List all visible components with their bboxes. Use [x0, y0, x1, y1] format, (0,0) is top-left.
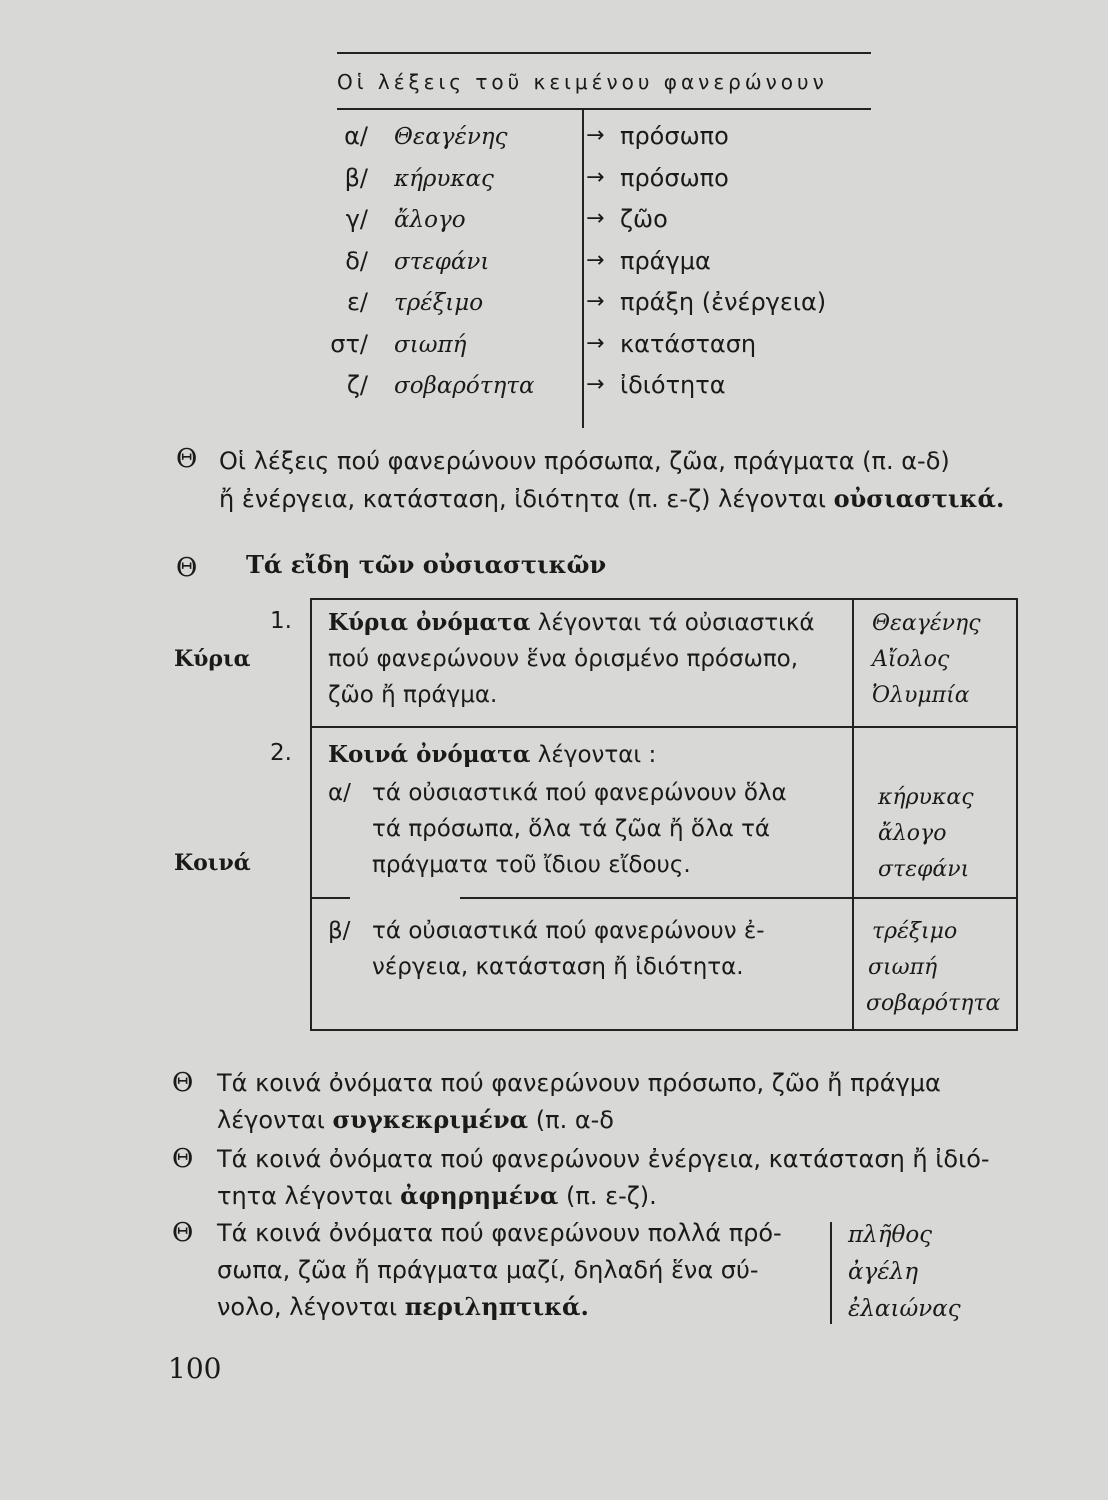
proper-line1-rest: λέγονται τά οὐσιαστικά: [537, 610, 815, 636]
theta-symbol-icon: Θ: [172, 1068, 194, 1098]
proper-example: Ὀλυμπία: [872, 683, 970, 708]
row-meaning: πράξη (ἐνέργεια): [620, 288, 827, 316]
row-meaning: ἰδιότητα: [620, 371, 726, 399]
abstract-pre: τητα λέγονται: [217, 1182, 393, 1210]
types-right-border: [1016, 598, 1018, 1031]
collective-example: ἀγέλη: [848, 1259, 918, 1285]
common-a-label: α/: [328, 780, 351, 806]
row-label: ζ/: [346, 371, 368, 399]
common-line1-rest: λέγονται :: [537, 742, 657, 768]
types-row-divider: [310, 726, 1018, 728]
collective-line3: [217, 1288, 589, 1326]
collective-term: περιληπτικά.: [404, 1292, 589, 1321]
table-divider: [582, 110, 584, 428]
proper-example: Θεαγένης: [872, 611, 981, 636]
row-meaning: πράγμα: [620, 246, 711, 275]
proper-side-label: Κύρια: [174, 646, 251, 672]
common-a-line1: τά οὐσιαστικά πού φανερώνουν ὅλα: [372, 780, 787, 806]
collective-example: ἐλαιώνας: [848, 1296, 961, 1322]
arrow-icon: →: [586, 123, 605, 148]
types-top-border: [310, 598, 1018, 600]
collective-line2: σωπα, ζῶα ἤ πράγματα μαζί, δηλαδή ἕνα σύ-: [217, 1256, 759, 1284]
types-column-divider: [852, 598, 854, 1031]
theta-symbol-icon: Θ: [176, 444, 198, 474]
row-label: δ/: [345, 246, 368, 275]
arrow-icon: →: [586, 372, 605, 397]
collective-example: πλῆθος: [848, 1222, 933, 1248]
common-b-line2: νέργεια, κατάσταση ἤ ἰδιότητα.: [372, 954, 744, 980]
proper-line3: ζῶο ἤ πράγμα.: [328, 682, 498, 708]
row-label: στ/: [330, 329, 368, 358]
table-header-rule: [337, 108, 871, 110]
common-b-example: τρέξιμο: [872, 919, 958, 944]
arrow-icon: →: [586, 289, 605, 314]
concrete-pre: λέγονται: [217, 1106, 325, 1134]
row-meaning: πρόσωπο: [620, 122, 729, 150]
row-word: σοβαρότητα: [394, 373, 535, 399]
abstract-line2: [217, 1177, 657, 1215]
proper-line2: πού φανερώνουν ἕνα ὁρισμένο πρόσωπο,: [328, 646, 799, 672]
row-word: σιωπή: [394, 331, 467, 358]
common-a-example: στεφάνι: [878, 857, 970, 882]
concrete-term: συγκεκριμένα: [332, 1105, 529, 1134]
common-line1: [328, 738, 656, 772]
common-a-line3: πράγματα τοῦ ἴδιου εἴδους.: [372, 852, 691, 878]
row-meaning: ζῶο: [620, 205, 668, 233]
row-word: Θεαγένης: [394, 124, 508, 150]
common-b-example: σιωπή: [868, 955, 938, 980]
row-word: τρέξιμο: [394, 290, 484, 316]
arrow-icon: →: [586, 164, 605, 190]
types-example-divider: [852, 897, 1018, 899]
row-word: κήρυκας: [394, 165, 494, 192]
collective-bracket: [830, 1222, 832, 1324]
row-label: β/: [344, 163, 368, 192]
proper-example: Αἴολος: [872, 647, 950, 672]
types-sub-divider: [460, 897, 852, 899]
theta-symbol-icon: Θ: [172, 1144, 194, 1174]
table-top-rule: [337, 52, 871, 54]
types-sub-divider-stub: [310, 897, 350, 899]
common-b-line1: τά οὐσιαστικά πού φανερώνουν ἐ-: [372, 918, 765, 944]
types-bottom-border: [310, 1029, 1018, 1031]
page-number: 100: [168, 1352, 222, 1385]
proper-number: 1.: [270, 608, 292, 634]
row-word: ἄλογο: [394, 207, 466, 233]
concrete-line1: Τά κοινά ὀνόματα πού φανερώνουν πρόσωπο, ζῶο ἤ πράγμα: [217, 1069, 941, 1097]
proper-line1: [328, 606, 815, 640]
abstract-term: ἀφηρημένα: [400, 1181, 559, 1210]
row-meaning: πρόσωπο: [620, 163, 729, 192]
theta-symbol-icon: Θ: [172, 1218, 194, 1248]
common-b-example: σοβαρότητα: [866, 991, 1001, 1016]
common-b-label: β/: [328, 918, 351, 944]
arrow-icon: →: [586, 330, 605, 356]
row-label: α/: [344, 122, 368, 150]
definition-plain: ἤ ἐνέργεια, κατάσταση, ἰδιότητα (π. ε-ζ) λέγονται: [219, 485, 826, 513]
arrow-icon: →: [586, 206, 605, 231]
row-meaning: κατάσταση: [620, 329, 757, 358]
proper-term: Κύρια ὀνόματα: [328, 609, 531, 636]
collective-pre: νολο, λέγονται: [217, 1293, 398, 1321]
common-a-example: κήρυκας: [878, 785, 974, 810]
abstract-post: (π. ε-ζ).: [566, 1182, 657, 1210]
common-a-line2: τά πρόσωπα, ὅλα τά ζῶα ἤ ὅλα τά: [372, 816, 771, 842]
types-left-border: [310, 598, 312, 1031]
concrete-line2: [217, 1101, 614, 1139]
collective-line1: Τά κοινά ὀνόματα πού φανερώνουν πολλά πρό-: [217, 1219, 782, 1247]
theta-symbol-icon: Θ: [176, 553, 198, 583]
common-a-example: ἄλογο: [878, 821, 947, 846]
abstract-line1: Τά κοινά ὀνόματα πού φανερώνουν ἐνέργεια, κατάσταση ἤ ἰδιό-: [217, 1145, 990, 1173]
definition-line1: Οἱ λέξεις πού φανερώνουν πρόσωπα, ζῶα, πράγματα (π. α-δ): [219, 447, 950, 475]
section-title: Τά εἴδη τῶν οὐσιαστικῶν: [246, 550, 607, 579]
arrow-icon: →: [586, 247, 605, 273]
common-term: Κοινά ὀνόματα: [328, 741, 531, 768]
row-word: στεφάνι: [394, 248, 490, 275]
definition-line2: [219, 480, 1004, 518]
row-label: ε/: [346, 288, 368, 316]
table-header: Οἱ λέξεις τοῦ κειμένου φανερώνουν: [337, 70, 828, 94]
common-number: 2.: [270, 740, 292, 766]
row-label: γ/: [345, 205, 368, 233]
definition-term: οὐσιαστικά.: [833, 484, 1005, 513]
concrete-post: (π. α-δ: [535, 1106, 614, 1134]
common-side-label: Κοινά: [174, 850, 251, 876]
